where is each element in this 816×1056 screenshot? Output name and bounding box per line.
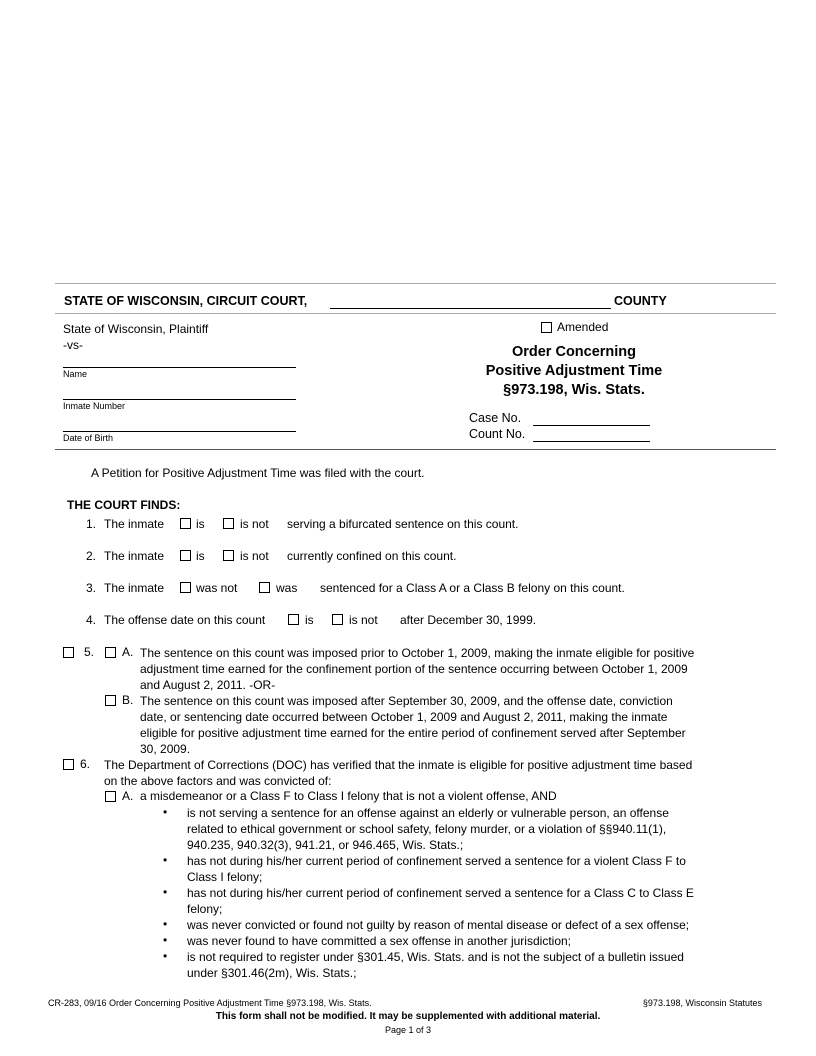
bullet-item <box>187 933 571 949</box>
bullet-line: felony; <box>187 902 223 916</box>
item5a-line: and August 2, 2011. -OR- <box>140 678 276 692</box>
inmate-number-label: Inmate Number <box>63 401 126 411</box>
item2-tail: currently confined on this count. <box>287 549 457 563</box>
footer-page-number: Page 1 of 3 <box>384 1025 432 1035</box>
count-no-field[interactable] <box>533 441 650 442</box>
item1-lead: The inmate <box>104 517 165 531</box>
item6-number: 6. <box>80 757 91 771</box>
inmate-number-field[interactable] <box>63 399 296 400</box>
item6-checkbox[interactable] <box>63 759 74 770</box>
item4-is-not-label: is not <box>349 613 378 627</box>
court-heading: STATE OF WISCONSIN, CIRCUIT COURT, <box>64 294 308 308</box>
bullet-line: has not during his/her current period of confinement served a sentence for a violent Class F to <box>187 854 686 868</box>
bullet-line: is not required to register under §301.45, Wis. Stats. and is not the subject of a bulletin issued <box>187 950 684 964</box>
bullet-item <box>187 949 684 981</box>
item4-is-checkbox[interactable] <box>288 614 299 625</box>
item6-text <box>104 757 692 789</box>
item3-number: 3. <box>86 581 97 595</box>
bullet-line: related to ethical government or school safety, felony murder, or a violation of §§940.11(1), <box>187 822 667 836</box>
court-finds-heading: THE COURT FINDS: <box>67 498 181 512</box>
item5a-checkbox[interactable] <box>105 647 116 658</box>
item1-tail: serving a bifurcated sentence on this count. <box>287 517 519 531</box>
bullet-line: has not during his/her current period of confinement served a sentence for a Class C to Class E <box>187 886 694 900</box>
item1-is-not-label: is not <box>240 517 269 531</box>
item3-was-checkbox[interactable] <box>259 582 270 593</box>
item2-is-not-checkbox[interactable] <box>223 550 234 561</box>
bullet-icon: • <box>163 853 168 867</box>
item3-tail: sentenced for a Class A or a Class B felony on this count. <box>320 581 625 595</box>
county-field[interactable] <box>330 308 611 309</box>
item3-was-label: was <box>276 581 298 595</box>
case-no-field[interactable] <box>533 425 650 426</box>
item5b-checkbox[interactable] <box>105 695 116 706</box>
amended-label: Amended <box>557 320 609 334</box>
footer-notice: This form shall not be modified. It may be supplemented with additional material. <box>215 1011 601 1022</box>
item5b-line: 30, 2009. <box>140 742 191 756</box>
footer-form-id: CR-283, 09/16 Order Concerning Positive Adjustment Time §973.198, Wis. Stats. <box>48 998 372 1008</box>
bullet-item <box>187 917 689 933</box>
bullet-line: is not serving a sentence for an offense against an elderly or vulnerable person, an offense <box>187 806 669 820</box>
item6a-checkbox[interactable] <box>105 791 116 802</box>
item5b-label: B. <box>122 693 134 707</box>
versus-label: -vs- <box>63 338 83 352</box>
item4-is-not-checkbox[interactable] <box>332 614 343 625</box>
form-title-line2: Positive Adjustment Time <box>485 363 663 379</box>
item5a-text <box>140 645 694 693</box>
item6a-text: a misdemeanor or a Class F to Class I felony that is not a violent offense, AND <box>140 789 557 803</box>
item5-number: 5. <box>84 645 95 659</box>
bullet-icon: • <box>163 933 168 947</box>
bullet-icon: • <box>163 805 168 819</box>
item1-is-checkbox[interactable] <box>180 518 191 529</box>
item4-number: 4. <box>86 613 97 627</box>
bullet-line: was never found to have committed a sex offense in another jurisdiction; <box>187 934 571 948</box>
item1-number: 1. <box>86 517 97 531</box>
bullet-item <box>187 805 669 853</box>
amended-checkbox[interactable] <box>541 322 552 333</box>
bullet-line: Class I felony; <box>187 870 263 884</box>
bullet-icon: • <box>163 917 168 931</box>
item5b-line: The sentence on this count was imposed after September 30, 2009, and the offense date, conviction <box>140 694 673 708</box>
bullet-item <box>187 885 694 917</box>
item4-lead: The offense date on this count <box>104 613 266 627</box>
item6-line: on the above factors and was convicted of: <box>104 774 332 788</box>
item2-lead: The inmate <box>104 549 165 563</box>
item4-tail: after December 30, 1999. <box>400 613 537 627</box>
bullet-item <box>187 853 686 885</box>
caption-mid-rule <box>55 313 776 314</box>
item3-was-not-label: was not <box>196 581 238 595</box>
bullet-line: was never convicted or found not guilty by reason of mental disease or defect of a sex offense; <box>187 918 690 932</box>
form-title <box>456 343 692 400</box>
caption-bottom-rule <box>55 449 776 450</box>
case-no-label: Case No. <box>469 411 522 425</box>
item1-is-label: is <box>196 517 205 531</box>
bullet-icon: • <box>163 885 168 899</box>
bullet-line: 940.235, 940.32(3), 941.21, or 946.465, Wis. Stats.; <box>187 838 464 852</box>
item2-is-checkbox[interactable] <box>180 550 191 561</box>
item5b-text <box>140 693 686 757</box>
item5a-line: The sentence on this count was imposed prior to October 1, 2009, making the inmate eligible for positive <box>140 646 695 660</box>
caption-top-rule <box>55 283 776 284</box>
name-field[interactable] <box>63 367 296 368</box>
footer-statutes: §973.198, Wisconsin Statutes <box>642 998 762 1008</box>
item5b-line: eligible for positive adjustment time earned for the entire period of confinement served after September <box>140 726 686 740</box>
name-label: Name <box>63 369 88 379</box>
item4-is-label: is <box>305 613 314 627</box>
bullet-icon: • <box>163 949 168 963</box>
item6-line: The Department of Corrections (DOC) has verified that the inmate is eligible for positive adjustment time based <box>104 758 693 772</box>
plaintiff-label: State of Wisconsin, Plaintiff <box>63 322 209 336</box>
bullet-line: under §301.46(2m), Wis. Stats.; <box>187 966 357 980</box>
intro-text: A Petition for Positive Adjustment Time was filed with the court. <box>91 466 425 480</box>
form-title-line3: §973.198, Wis. Stats. <box>503 382 645 398</box>
form-title-line1: Order Concerning <box>511 344 637 360</box>
item5a-label: A. <box>122 645 134 659</box>
item1-is-not-checkbox[interactable] <box>223 518 234 529</box>
county-label: COUNTY <box>614 294 667 308</box>
dob-field[interactable] <box>63 431 296 432</box>
item2-is-label: is <box>196 549 205 563</box>
item5-checkbox[interactable] <box>63 647 74 658</box>
item3-lead: The inmate <box>104 581 165 595</box>
item2-is-not-label: is not <box>240 549 269 563</box>
item2-number: 2. <box>86 549 97 563</box>
item6a-label: A. <box>122 789 134 803</box>
item5a-line: adjustment time earned for the confinement portion of the sentence occurring between October 1, 2009 <box>140 662 688 676</box>
item5b-line: date, or sentencing date occurred between October 1, 2009 and August 2, 2011, making the inmate <box>140 710 668 724</box>
item3-was-not-checkbox[interactable] <box>180 582 191 593</box>
count-no-label: Count No. <box>469 427 526 441</box>
dob-label: Date of Birth <box>63 433 114 443</box>
